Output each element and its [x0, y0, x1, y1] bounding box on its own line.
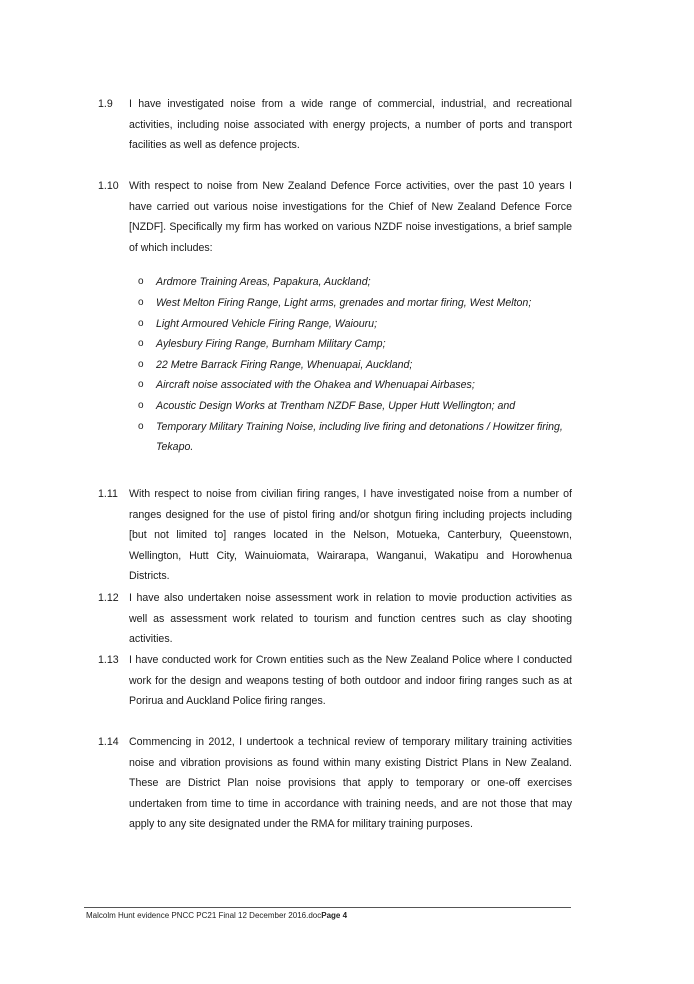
- paragraph-1-14: [98, 732, 572, 835]
- paragraph-number: 1.14: [98, 736, 119, 748]
- footer-divider: [84, 907, 571, 908]
- list-item: o Aircraft noise associated with the Ohakea and Whenuapai Airbases;: [98, 375, 572, 396]
- paragraph-text: Commencing in 2012, I undertook a technical review of temporary military training activities noise and vibration provisions as found within many existing District Plans in New Zealand. These are District Plan noise provisions that apply to temporary or one-off exercises undertaken from time to time in accordance with training needs, and are not those that may apply to any site designated under the RMA for military training purposes.: [129, 736, 572, 831]
- paragraph-1-11: [98, 484, 572, 587]
- page-footer: [86, 911, 347, 921]
- ndzf-investigations-list: [98, 272, 572, 457]
- list-item: o Temporary Military Training Noise, including live firing and detonations / Howitzer firing, Tekapo.: [98, 417, 572, 458]
- paragraph-number: 1.12: [98, 592, 119, 604]
- bullet-o-icon: o: [138, 420, 144, 432]
- paragraph-number: 1.10: [98, 180, 119, 192]
- list-item: o Acoustic Design Works at Trentham NZDF Base, Upper Hutt Wellington; and: [98, 396, 572, 417]
- list-item: o Aylesbury Firing Range, Burnham Military Camp;: [98, 334, 572, 355]
- paragraph-1-9: [98, 94, 572, 156]
- bullet-o-icon: o: [138, 317, 144, 329]
- bullet-o-icon: o: [138, 276, 144, 288]
- bullet-o-icon: o: [138, 399, 144, 411]
- paragraph-1-12: [98, 588, 572, 650]
- paragraph-text: With respect to noise from civilian firing ranges, I have investigated noise from a number of ranges designed for the use of pistol firing and/or shotgun firing including projects including [but not limited to] ranges located in the Nelson, Motueka, Canterbury, Queenstown, Wellington, Hutt City, Wainuiomata, Wairarapa, Wanganui, Wakatipu and Horowhenua Districts.: [129, 488, 572, 583]
- list-item: o 22 Metre Barrack Firing Range, Whenuapai, Auckland;: [98, 355, 572, 376]
- paragraph-text: I have investigated noise from a wide range of commercial, industrial, and recreational activities, including noise associated with energy projects, a number of ports and transport facilities as well as defence projects.: [129, 98, 572, 152]
- paragraph-1-10: [98, 176, 572, 458]
- footer-page-label: Page 4: [321, 911, 348, 920]
- paragraph-number: 1.11: [98, 488, 118, 500]
- bullet-o-icon: o: [138, 338, 144, 350]
- paragraph-text: I have conducted work for Crown entities such as the New Zealand Police where I conducted work for the design and weapons testing of both outdoor and indoor firing ranges such as at Porirua and Auckland Police firing ranges.: [129, 654, 572, 708]
- list-item: o Ardmore Training Areas, Papakura, Auckland;: [98, 272, 572, 293]
- bullet-o-icon: o: [138, 379, 144, 391]
- paragraph-text: I have also undertaken noise assessment work in relation to movie production activities as well as assessment work related to tourism and function centres such as clay shooting activities.: [129, 592, 572, 646]
- paragraph-1-13: [98, 650, 572, 712]
- paragraph-number: 1.13: [98, 654, 119, 666]
- footer-document-name: Malcolm Hunt evidence PNCC PC21 Final 12 December 2016.doc: [86, 911, 322, 920]
- bullet-o-icon: o: [138, 296, 144, 308]
- paragraph-text: With respect to noise from New Zealand Defence Force activities, over the past 10 years I have carried out various noise investigations for the Chief of New Zealand Defence Force [NZDF]. Specifically my firm has worked on various NZDF noise investigations, a brief sample of which includes:: [129, 180, 572, 254]
- list-item: o West Melton Firing Range, Light arms, grenades and mortar firing, West Melton;: [98, 293, 572, 314]
- list-item: o Light Armoured Vehicle Firing Range, Waiouru;: [98, 314, 572, 335]
- paragraph-number: 1.9: [98, 98, 113, 110]
- bullet-o-icon: o: [138, 358, 144, 370]
